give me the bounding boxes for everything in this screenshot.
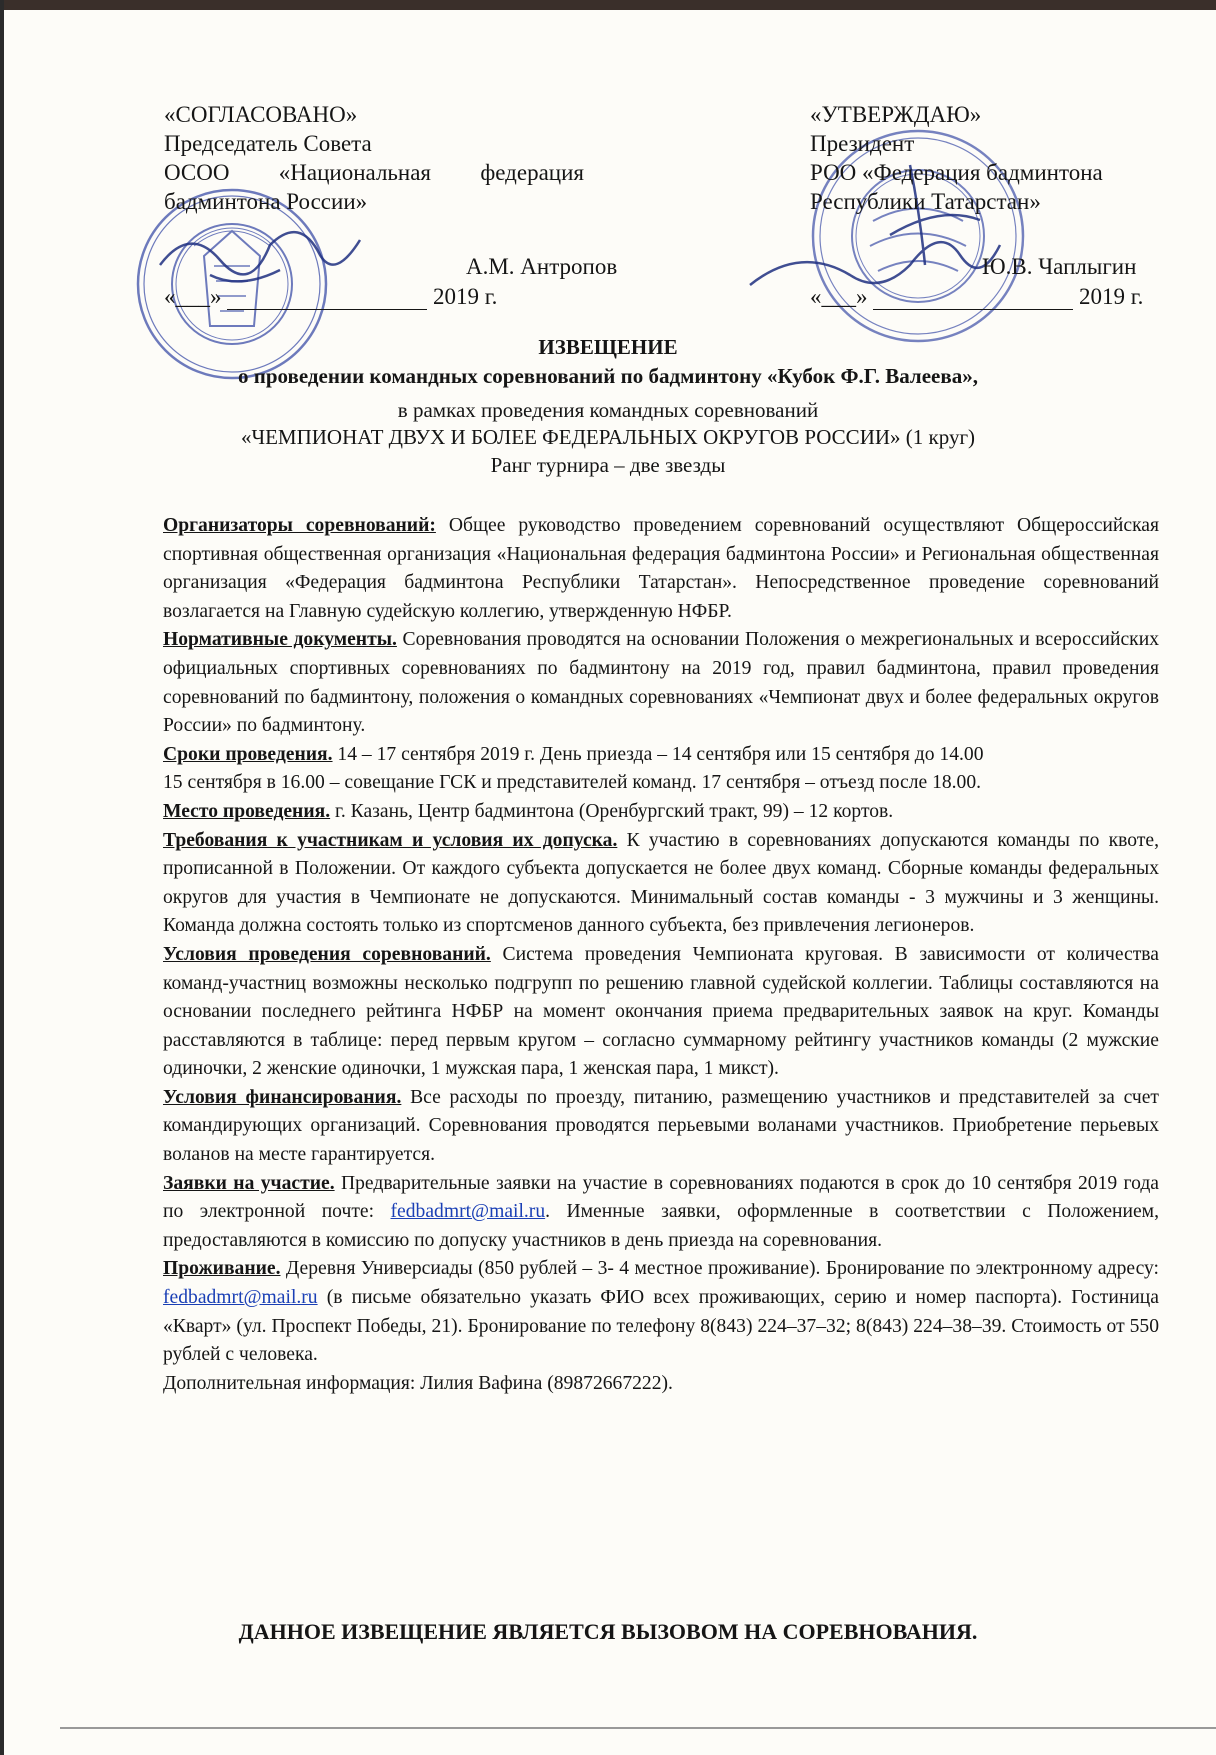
scan-edge-bottom: [60, 1727, 1216, 1729]
date-right-year: 2019 г.: [1079, 284, 1144, 309]
accommodation-text-b: (в письме обязательно указать ФИО всех проживающих, серию и номер паспорта). Гостиница «Кварт» (ул. Проспект Победы, 21). Бронирование по телефону 8(843) 224–37–32; 8(843) 224–38–39. Стоимость от 550 рублей с человека.: [163, 1287, 1159, 1366]
section-applications: [163, 1170, 1159, 1256]
date-right-prefix: «___»: [810, 284, 868, 309]
council-chair-position: Председатель Совета: [164, 131, 372, 156]
scan-edge-left: [0, 0, 4, 1755]
conditions-text: Система проведения Чемпионата круговая. В зависимости от количества команд-участниц возможны несколько подгрупп по решению главной судейской коллегии. Таблицы составляются на основании последнего рейтинга НФБР на момент окончания приема предварительных заявок на круг. Команды расставляются в таблице: перед первым кругом – согласно суммарному рейтингу участников команды (2 мужские одиночки, 2 женские одиночки, 1 мужская пара, 1 женская пара, 1 микст).: [163, 943, 1159, 1080]
date-left: [164, 284, 497, 310]
section-venue: [163, 798, 1159, 827]
section-documents: [163, 626, 1159, 740]
agreed-label: «СОГЛАСОВАНО»: [164, 102, 358, 127]
additional-info: Дополнительная информация: Лилия Вафина (89872667222).: [163, 1372, 673, 1394]
dates-text-2: 15 сентября в 16.00 – совещание ГСК и представителей команд. 17 сентября – отъезд после 18.00.: [163, 772, 982, 794]
accommodation-email-link[interactable]: fedbadmrt@mail.ru: [163, 1287, 318, 1309]
championship-name: «ЧЕМПИОНАТ ДВУХ И БОЛЕЕ ФЕДЕРАЛЬНЫХ ОКРУГОВ РОССИИ» (1 круг): [240, 425, 976, 449]
tournament-rank: Ранг турнира – две звезды: [490, 453, 726, 477]
signer-right: Ю.В. Чаплыгин: [982, 254, 1137, 279]
header-right-block: [810, 100, 1170, 216]
right-org-line-1: РОО «Федерация бадминтона: [810, 160, 1103, 185]
applications-text-a: Предварительные заявки на участие в соревнованиях подаются в срок до 10 сентября 2019 года по электронной почте:: [163, 1172, 1159, 1223]
finance-label: Условия финансирования.: [163, 1086, 402, 1108]
header-left-block: [164, 100, 584, 216]
documents-text: Соревнования проводятся на основании Положения о межрегиональных и всероссийских официальных спортивных соревнованиях по бадминтону на 2019 год, правил бадминтона, правил проведения соревнований по бадминтону, положения о командных соревнованиях «Чемпионат двух и более федеральных округов России» по бадминтону.: [163, 629, 1159, 737]
section-dates: [163, 741, 1159, 798]
applications-text-b: . Именные заявки, оформленные в соответствии с Положением, предоставляются в комиссию по допуску участников в день приезда на соревнования.: [163, 1201, 1159, 1251]
document-heading: ИЗВЕЩЕНИЕ: [538, 335, 678, 359]
organization-line-1: [164, 158, 584, 187]
applications-label: Заявки на участие.: [163, 1172, 335, 1194]
org-line1-a: ОСОО: [164, 160, 230, 185]
organizers-label: Организаторы соревнований:: [163, 515, 436, 536]
right-org-line-2: Республики Татарстан»: [810, 189, 1041, 214]
document-context-line: в рамках проведения командных соревнований: [397, 398, 819, 422]
date-left-year: 2019 г.: [433, 284, 498, 309]
date-right-blank: [873, 309, 1073, 310]
section-requirements: [163, 827, 1159, 941]
org-line1-c: федерация: [480, 160, 584, 185]
venue-label: Место проведения.: [163, 800, 331, 822]
date-left-blank: [227, 309, 427, 310]
venue-text: г. Казань, Центр бадминтона (Оренбургский тракт, 99) – 12 кортов.: [330, 800, 894, 822]
dates-label: Сроки проведения.: [163, 743, 333, 765]
org-line1-b: «Национальная: [278, 160, 432, 185]
conditions-label: Условия проведения соревнований.: [163, 943, 491, 965]
applications-email-link[interactable]: fedbadmrt@mail.ru: [390, 1201, 546, 1223]
finance-text: Все расходы по проезду, питанию, размещению участников и представителей за счет командирующих организаций. Соревнования проводятся перьевыми воланами участников. Приобретение перьевых воланов на месте гарантируется.: [163, 1086, 1159, 1166]
section-finance: [163, 1084, 1159, 1170]
requirements-label: Требования к участникам и условия их допуска.: [163, 829, 618, 851]
call-notice-footer: ДАННОЕ ИЗВЕЩЕНИЕ ЯВЛЯЕТСЯ ВЫЗОВОМ НА СОРЕВНОВАНИЯ.: [238, 1619, 978, 1644]
scan-edge-top: [0, 0, 1216, 10]
notice-body: [163, 512, 1159, 1398]
accommodation-text-a: Деревня Универсиады (850 рублей – 3- 4 местное проживание). Бронирование по электронному адресу:: [280, 1258, 1159, 1280]
accommodation-label: Проживание.: [163, 1258, 281, 1280]
document-subheading: о проведении командных соревнований по бадминтону «Кубок Ф.Г. Валеева»,: [238, 364, 978, 388]
organization-line-2: бадминтона России»: [164, 189, 368, 214]
date-right: [810, 284, 1143, 310]
section-accommodation: [163, 1255, 1159, 1369]
dates-text: 14 – 17 сентября 2019 г. День приезда – 14 сентября или 15 сентября до 14.00: [332, 743, 984, 765]
requirements-text: К участию в соревнованиях допускаются команды по квоте, прописанной в Положении. От каждого субъекта допускается не более двух команд. Сборные команды федеральных округов для участия в Чемпионате не допускаются. Минимальный состав команды - 3 мужчины и 3 женщины. Команда должна состоять только из спортсменов данного субъекта, без привлечения легионеров.: [163, 829, 1159, 937]
section-organizers: [163, 512, 1159, 626]
date-left-prefix: «___»: [164, 284, 222, 309]
documents-label: Нормативные документы.: [163, 629, 397, 651]
organizers-text: Общее руководство проведением соревнований осуществляют Общероссийская спортивная общественная организация «Национальная федерация бадминтона России» и Региональная общественная организация «Федерация бадминтона Республики Татарстан». Непосредственное проведение соревнований возлагается на Главную судейскую коллегию, утвержденную НФБР.: [163, 515, 1160, 622]
president-position: Президент: [810, 131, 915, 156]
approve-label: «УТВЕРЖДАЮ»: [810, 102, 982, 127]
signer-left: А.М. Антропов: [466, 254, 618, 279]
section-conditions: [163, 941, 1159, 1084]
